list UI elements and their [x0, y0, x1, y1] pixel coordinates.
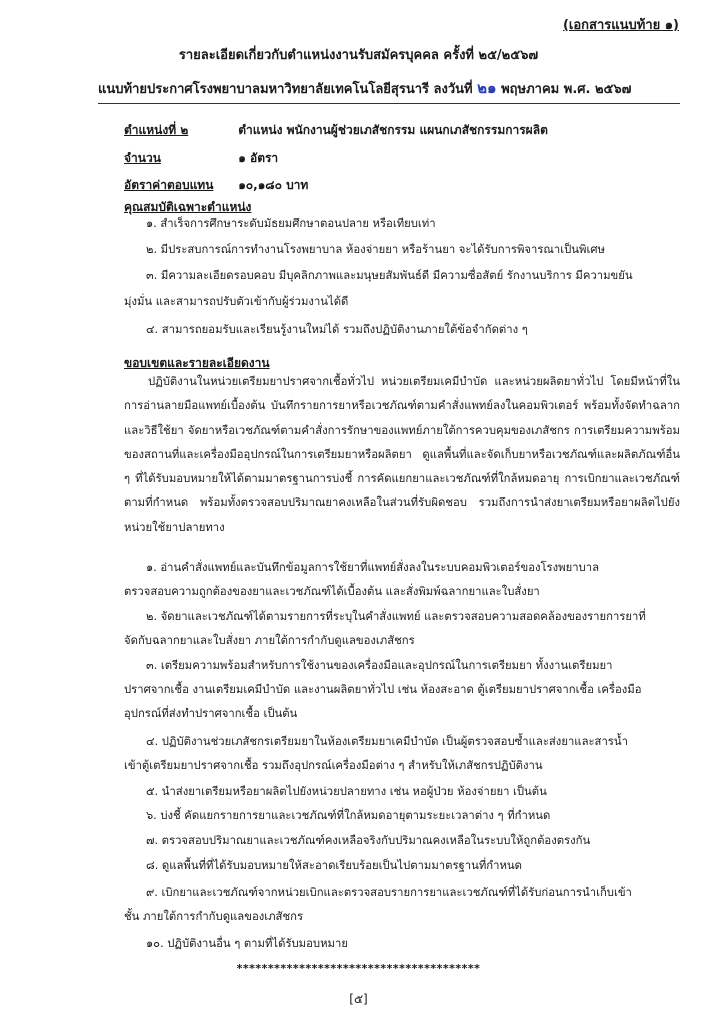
scope-item: ๒. จัดยาและเวชภัณฑ์ได้ตามรายการที่ระบุในคำสั่งแพทย์ และตรวจสอบความสอดคล้องของรายการยาที่ — [146, 610, 646, 623]
qualifications-heading: คุณสมบัติเฉพาะตำแหน่ง — [124, 200, 252, 214]
scope-item: ๔. ปฏิบัติงานช่วยเภสัชกรเตรียมยาในห้องเตรียมยาเคมีบำบัด เป็นผู้ตรวจสอบซ้ำและส่งยาและสารน้ำ — [146, 735, 628, 748]
subtitle-prefix: แนบท้ายประกาศโรงพยาบาลมหาวิทยาลัยเทคโนโลยีสุรนารี ลงวันที่ — [98, 82, 473, 97]
scope-item-cont: ปราศจากเชื้อ งานเตรียมเคมีบำบัด และงานผลิตยาทั่วไป เช่น ห้องสะอาด ตู้เตรียมยาปราศจากเชื้อ เครื่องมือ — [124, 683, 642, 696]
position-row — [124, 121, 548, 140]
scope-item: ๗. ตรวจสอบปริมาณยาและเวชภัณฑ์คงเหลือจริงกับปริมาณคงเหลือในระบบให้ถูกต้องตรงกัน — [146, 834, 591, 847]
scope-item: ๓. เตรียมความพร้อมสำหรับการใช้งานของเครื่องมือและอุปกรณ์ในการเตรียมยา ทั้งงานเตรียมยา — [146, 659, 613, 672]
header-divider — [98, 103, 680, 104]
scope-item-cont: เข้าตู้เตรียมยาปราศจากเชื้อ รวมถึงอุปกรณ์เครื่องมือต่าง ๆ สำหรับให้เภสัชกรปฏิบัติงาน — [124, 759, 543, 772]
position-value: ตำแหน่ง พนักงานผู้ช่วยเภสัชกรรม แผนกเภสัชกรรมการผลิต — [238, 123, 548, 137]
end-separator: *************************************** — [236, 962, 481, 975]
subtitle-day: ๒๑ — [477, 79, 497, 97]
scope-item-cont: ชั้น ภายใต้การกำกับดูแลของเภสัชกร — [124, 910, 304, 923]
attachment-label: (เอกสารแนบท้าย ๑) — [562, 18, 679, 33]
qualification-item: ๒. มีประสบการณ์การทำงานโรงพยาบาล ห้องจ่ายยา หรือร้านยา จะได้รับการพิจารณาเป็นพิเศษ — [146, 243, 605, 256]
quantity-value: ๑ อัตรา — [238, 151, 279, 165]
subtitle-suffix: พฤษภาคม พ.ศ. ๒๕๖๗ — [501, 82, 632, 97]
quantity-label: จำนวน — [124, 151, 161, 165]
scope-item: ๖. บ่งชี้ คัดแยกรายการยาและเวชภัณฑ์ที่ใกล้หมดอายุตามระยะเวลาต่าง ๆ ที่กำหนด — [146, 809, 551, 822]
qualification-item: ๓. มีความละเอียดรอบคอบ มีบุคลิกภาพและมนุษยสัมพันธ์ดี มีความซื่อสัตย์ รักงานบริการ มีความขยัน — [146, 269, 633, 282]
qualification-item-cont: มุ่งมั่น และสามารถปรับตัวเข้ากับผู้ร่วมงานได้ดี — [124, 295, 349, 308]
salary-value: ๑๐,๑๘๐ บาท — [238, 178, 309, 192]
scope-item: ๘. ดูแลพื้นที่ที่ได้รับมอบหมายให้สะอาดเรียบร้อยเป็นไปตามมาตรฐานที่กำหนด — [146, 859, 522, 872]
scope-heading: ขอบเขตและรายละเอียดงาน — [124, 356, 270, 370]
qualification-item: ๔. สามารถยอมรับและเรียนรู้งานใหม่ได้ รวมถึงปฏิบัติงานภายใต้ข้อจำกัดต่าง ๆ — [146, 323, 528, 336]
document-title: รายละเอียดเกี่ยวกับตำแหน่งงานรับสมัครบุคคล ครั้งที่ ๒๕/๒๕๖๗ — [178, 48, 539, 63]
document-subtitle — [98, 76, 631, 100]
page-number: [๕] — [349, 992, 368, 1006]
scope-item: ๕. นำส่งยาเตรียมหรือยาผลิตไปยังหน่วยปลายทาง เช่น หอผู้ป่วย ห้องจ่ายยา เป็นต้น — [146, 785, 547, 798]
scope-item-cont: อุปกรณ์ที่ส่งทำปราศจากเชื้อ เป็นต้น — [124, 707, 298, 720]
quantity-row — [124, 149, 278, 168]
scope-item-cont: จัดกับฉลากยาและใบสั่งยา ภายใต้การกำกับดูแลของเภสัชกร — [124, 634, 415, 647]
salary-label: อัตราค่าตอบแทน — [124, 178, 214, 192]
position-label: ตำแหน่งที่ ๒ — [124, 123, 189, 137]
scope-item: ๙. เบิกยาและเวชภัณฑ์จากหน่วยเบิกและตรวจสอบรายการยาและเวชภัณฑ์ที่ได้รับก่อนการนำเก็บเข้า — [146, 886, 632, 899]
scope-item: ๑. อ่านคำสั่งแพทย์และบันทึกข้อมูลการใช้ยาที่แพทย์สั่งลงในระบบคอมพิวเตอร์ของโรงพยาบาล — [146, 561, 599, 574]
salary-row — [124, 176, 308, 195]
scope-item-cont: ตรวจสอบความถูกต้องของยาและเวชภัณฑ์ได้เบื้องต้น และสั่งพิมพ์ฉลากยาและใบสั่งยา — [124, 585, 540, 598]
qualification-item: ๑. สำเร็จการศึกษาระดับมัธยมศึกษาตอนปลาย หรือเทียบเท่า — [146, 217, 436, 230]
scope-intro: ปฏิบัติงานในหน่วยเตรียมยาปราศจากเชื้อทั่วไป หน่วยเตรียมเคมีบำบัด และหน่วยผลิตยาทั่วไป โดยมีหน้าที่ในการอ่านลายมือแพทย์เบื้องต้น บันทึกรายการยาหรือเวชภัณฑ์ตามคำสั่งแพทย์ลงในคอมพิวเตอร์ พร้อมทั้งจัดทำฉลากและวิธีใช้ยา จัดยาหรือเวชภัณฑ์ตามคำสั่งการรักษาของแพทย์ภายใต้การควบคุมของเภสัชกร การเตรียมความพร้อมของสถานที่และเครื่องมืออุปกรณ์ในการเตรียมยาหรือผลิตยา ดูแลพื้นที่และจัดเก็บยาหรือเวชภัณฑ์และผลิตภัณฑ์อื่น ๆ ที่ได้รับมอบหมายให้ได้ตามมาตรฐานการบ่งชี้ การคัดแยกยาและเวชภัณฑ์ที่ใกล้หมดอายุ การเบิกยาและเวชภัณฑ์ตามที่กำหนด พร้อมทั้งตรวจสอบปริมาณยาคงเหลือในส่วนที่รับผิดชอบ รวมถึงการนำส่งยาเตรียมหรือยาผลิตไปยังหน่วยใช้ยาปลายทาง — [124, 375, 680, 534]
scope-item: ๑๐. ปฏิบัติงานอื่น ๆ ตามที่ได้รับมอบหมาย — [146, 937, 348, 950]
